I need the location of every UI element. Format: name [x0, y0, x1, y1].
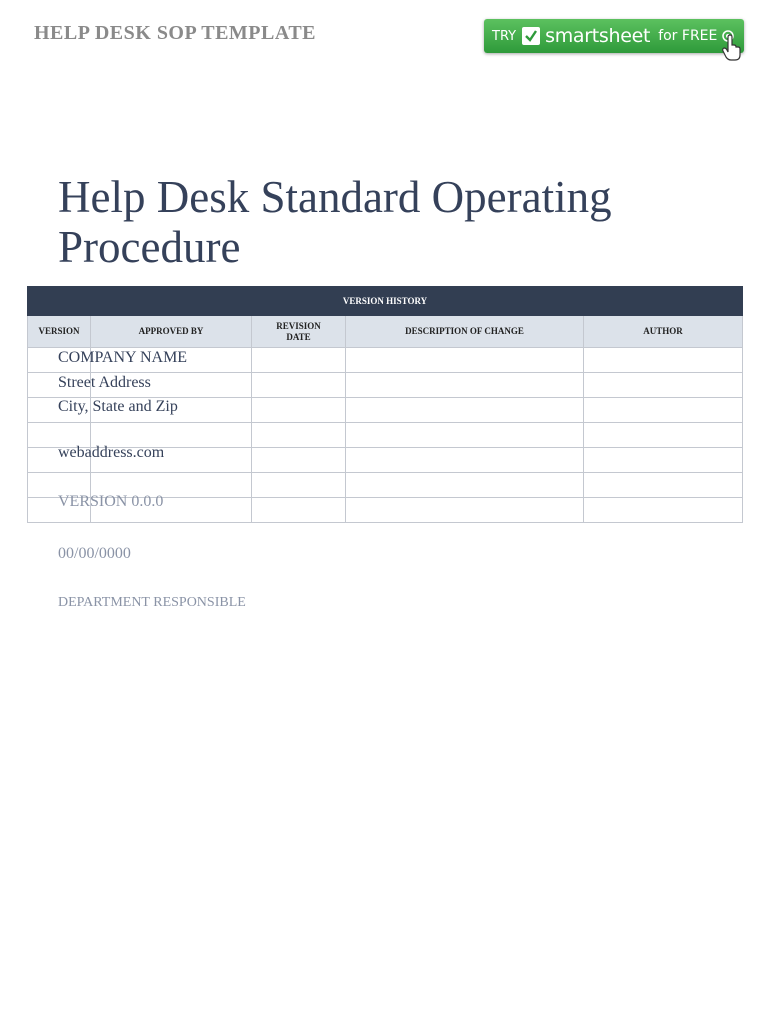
document-title-line2: Procedure [58, 222, 241, 272]
department-responsible: DEPARTMENT RESPONSIBLE [58, 595, 246, 610]
table-cell[interactable] [584, 373, 743, 398]
banner-try-label: TRY [492, 28, 517, 44]
column-header-revision-date: REVISION DATE [252, 316, 346, 348]
company-name: COMPANY NAME [58, 349, 188, 366]
column-header-approved-by: APPROVED BY [91, 316, 252, 348]
table-cell[interactable] [346, 398, 584, 423]
table-cell[interactable] [252, 348, 346, 373]
version-number: VERSION 0.0.0 [58, 493, 164, 510]
table-cell[interactable] [346, 373, 584, 398]
table-cell[interactable] [584, 423, 743, 448]
table-cell[interactable] [252, 473, 346, 498]
table-cell[interactable] [346, 448, 584, 473]
hand-pointer-icon [720, 34, 744, 62]
web-address[interactable]: webaddress.com [58, 444, 165, 461]
table-cell[interactable] [584, 348, 743, 373]
try-smartsheet-banner[interactable] [484, 19, 744, 53]
table-cell[interactable] [346, 423, 584, 448]
table-cell[interactable] [252, 423, 346, 448]
table-cell[interactable] [346, 473, 584, 498]
banner-free-label: for FREE [658, 28, 718, 44]
page-header-title: HELP DESK SOP TEMPLATE [34, 22, 316, 44]
table-cell[interactable] [252, 498, 346, 523]
column-header-description: DESCRIPTION OF CHANGE [346, 316, 584, 348]
checkmark-icon [522, 27, 540, 45]
table-cell[interactable] [252, 398, 346, 423]
table-cell[interactable] [252, 448, 346, 473]
banner-brand-name: smartsheet [545, 25, 651, 47]
street-address: Street Address [58, 374, 151, 391]
document-title-line1: Help Desk Standard Operating [58, 172, 612, 222]
table-cell[interactable] [584, 498, 743, 523]
table-cell[interactable] [584, 473, 743, 498]
version-history-title: VERSION HISTORY [28, 287, 743, 316]
table-cell[interactable] [584, 398, 743, 423]
table-cell[interactable] [346, 498, 584, 523]
city-state-zip: City, State and Zip [58, 398, 178, 415]
column-header-version: VERSION [28, 316, 91, 348]
table-cell[interactable] [346, 348, 584, 373]
document-title [58, 172, 612, 272]
table-cell[interactable] [584, 448, 743, 473]
document-date: 00/00/0000 [58, 545, 131, 562]
table-cell[interactable] [252, 373, 346, 398]
column-header-author: AUTHOR [584, 316, 743, 348]
